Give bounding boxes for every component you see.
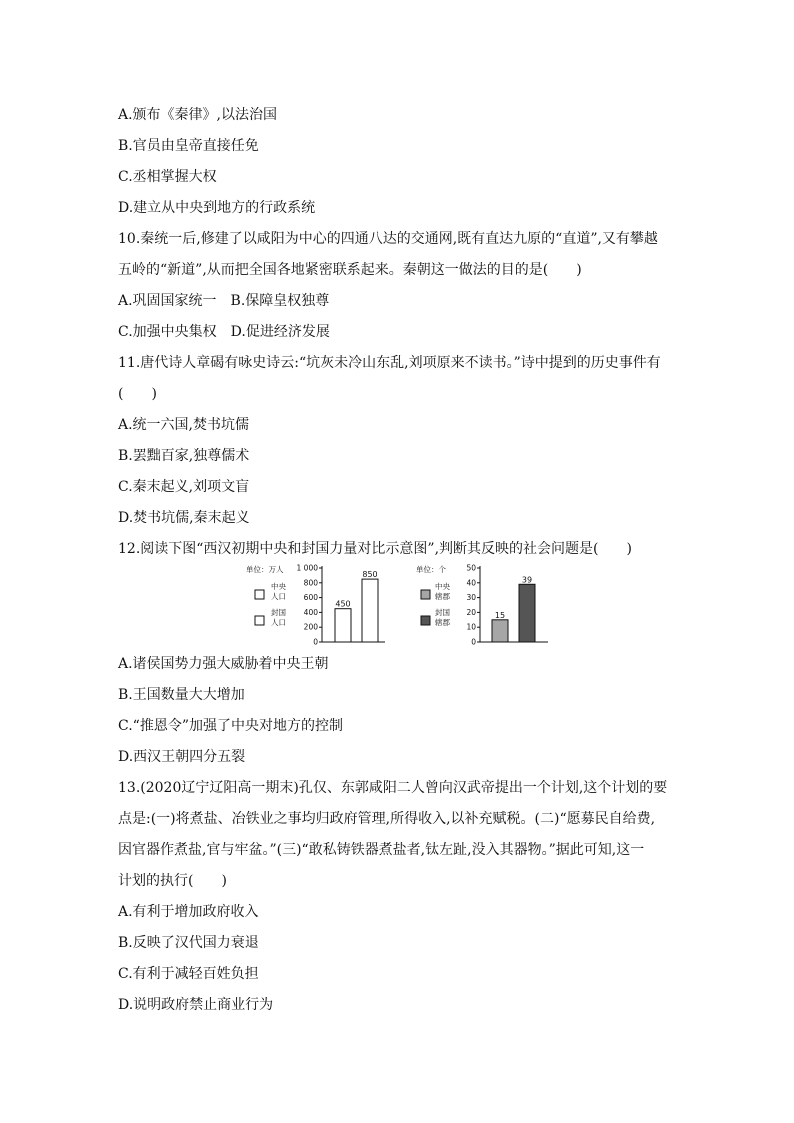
legend-label: 中央	[435, 582, 450, 591]
option-line: C.丞相掌握大权	[118, 169, 217, 185]
legend-swatch	[421, 590, 430, 599]
option-line: B.罢黜百家,独尊儒术	[118, 448, 250, 464]
question-stem: ( )	[118, 386, 157, 402]
unit-label: 单位：万人	[246, 565, 284, 574]
y-tick-label: 0	[471, 637, 476, 647]
legend-label: 中央	[271, 582, 286, 591]
y-tick-label: 50	[466, 563, 476, 573]
legend-label: 封国	[435, 608, 450, 617]
option-line: C.秦末起义,刘项文盲	[118, 479, 250, 495]
legend-label: 辖郡	[435, 618, 450, 627]
legend-label: 封国	[271, 608, 286, 617]
chart-figure	[230, 560, 560, 655]
data-label: 850	[362, 570, 378, 580]
option-line: A.巩固国家统一 B.保障皇权独尊	[118, 293, 330, 309]
question-stem: 点是:(一)将煮盐、冶铁业之事均归政府管理,所得收入,以补充赋税。(二)“愿募民自给费,	[118, 811, 656, 827]
data-label: 39	[521, 575, 533, 585]
y-tick-label: 0	[313, 637, 318, 647]
y-tick-label: 10	[466, 622, 476, 632]
bar	[362, 579, 378, 642]
y-tick-label: 200	[303, 622, 318, 632]
option-line: C.“推恩令”加强了中央对地方的控制	[118, 718, 343, 734]
legend-swatch	[255, 616, 264, 625]
y-tick-label: 40	[466, 578, 476, 588]
legend-swatch	[421, 616, 430, 625]
legend-label: 辖郡	[435, 592, 450, 601]
legend-swatch	[255, 590, 264, 599]
question-stem: 五岭的“新道”,从而把全国各地紧密联系起来。秦朝这一做法的目的是( )	[118, 262, 582, 278]
option-line: D.说明政府禁止商业行为	[118, 997, 274, 1013]
option-line: B.王国数量大大增加	[118, 687, 245, 703]
bar	[492, 620, 508, 642]
bar	[335, 609, 351, 642]
question-stem: 因官器作煮盐,官与牢盆。”(三)“敢私铸铁器煮盐者,钛左趾,没入其器物。”据此可知,这一	[118, 842, 645, 858]
y-tick-label: 1 000	[296, 563, 318, 573]
option-line: C.加强中央集权 D.促进经济发展	[118, 324, 330, 340]
unit-label: 单位：个	[416, 565, 446, 574]
option-line: D.焚书坑儒,秦末起义	[118, 510, 250, 526]
question-stem: 12.阅读下图“西汉初期中央和封国力量对比示意图”,判断其反映的社会问题是( )	[118, 541, 632, 557]
option-line: B.官员由皇帝直接任免	[118, 138, 259, 154]
legend-label: 人口	[271, 592, 286, 601]
option-line: A.统一六国,焚书坑儒	[118, 417, 250, 433]
question-stem: 计划的执行( )	[118, 873, 227, 889]
option-line: D.建立从中央到地方的行政系统	[118, 200, 316, 216]
option-line: C.有利于减轻百姓负担	[118, 966, 259, 982]
y-tick-label: 30	[466, 593, 476, 603]
y-tick-label: 600	[303, 593, 318, 603]
option-line: A.有利于增加政府收入	[118, 904, 259, 920]
data-label: 15	[494, 610, 506, 620]
option-line: A.颁布《秦律》,以法治国	[118, 107, 278, 123]
y-tick-label: 400	[303, 607, 318, 617]
question-stem: 13.(2020辽宁辽阳高一期末)孔仅、东郭咸阳二人曾向汉武帝提出一个计划,这个计划的要	[118, 780, 668, 796]
option-line: A.诸侯国势力强大威胁着中央王朝	[118, 656, 329, 672]
y-tick-label: 800	[303, 578, 318, 588]
option-line: B.反映了汉代国力衰退	[118, 935, 259, 951]
option-line: D.西汉王朝四分五裂	[118, 749, 246, 765]
legend-label: 人口	[271, 618, 286, 627]
chart-svg	[230, 560, 560, 655]
question-stem: 11.唐代诗人章碣有咏史诗云:“坑灰未冷山东乱,刘项原来不读书。”诗中提到的历史事件有	[118, 355, 661, 371]
y-tick-label: 20	[466, 607, 476, 617]
bar	[519, 584, 535, 642]
question-stem: 10.秦统一后,修建了以咸阳为中心的四通八达的交通网,既有直达九原的“直道”,又有攀越	[118, 231, 658, 247]
data-label: 450	[335, 599, 351, 609]
